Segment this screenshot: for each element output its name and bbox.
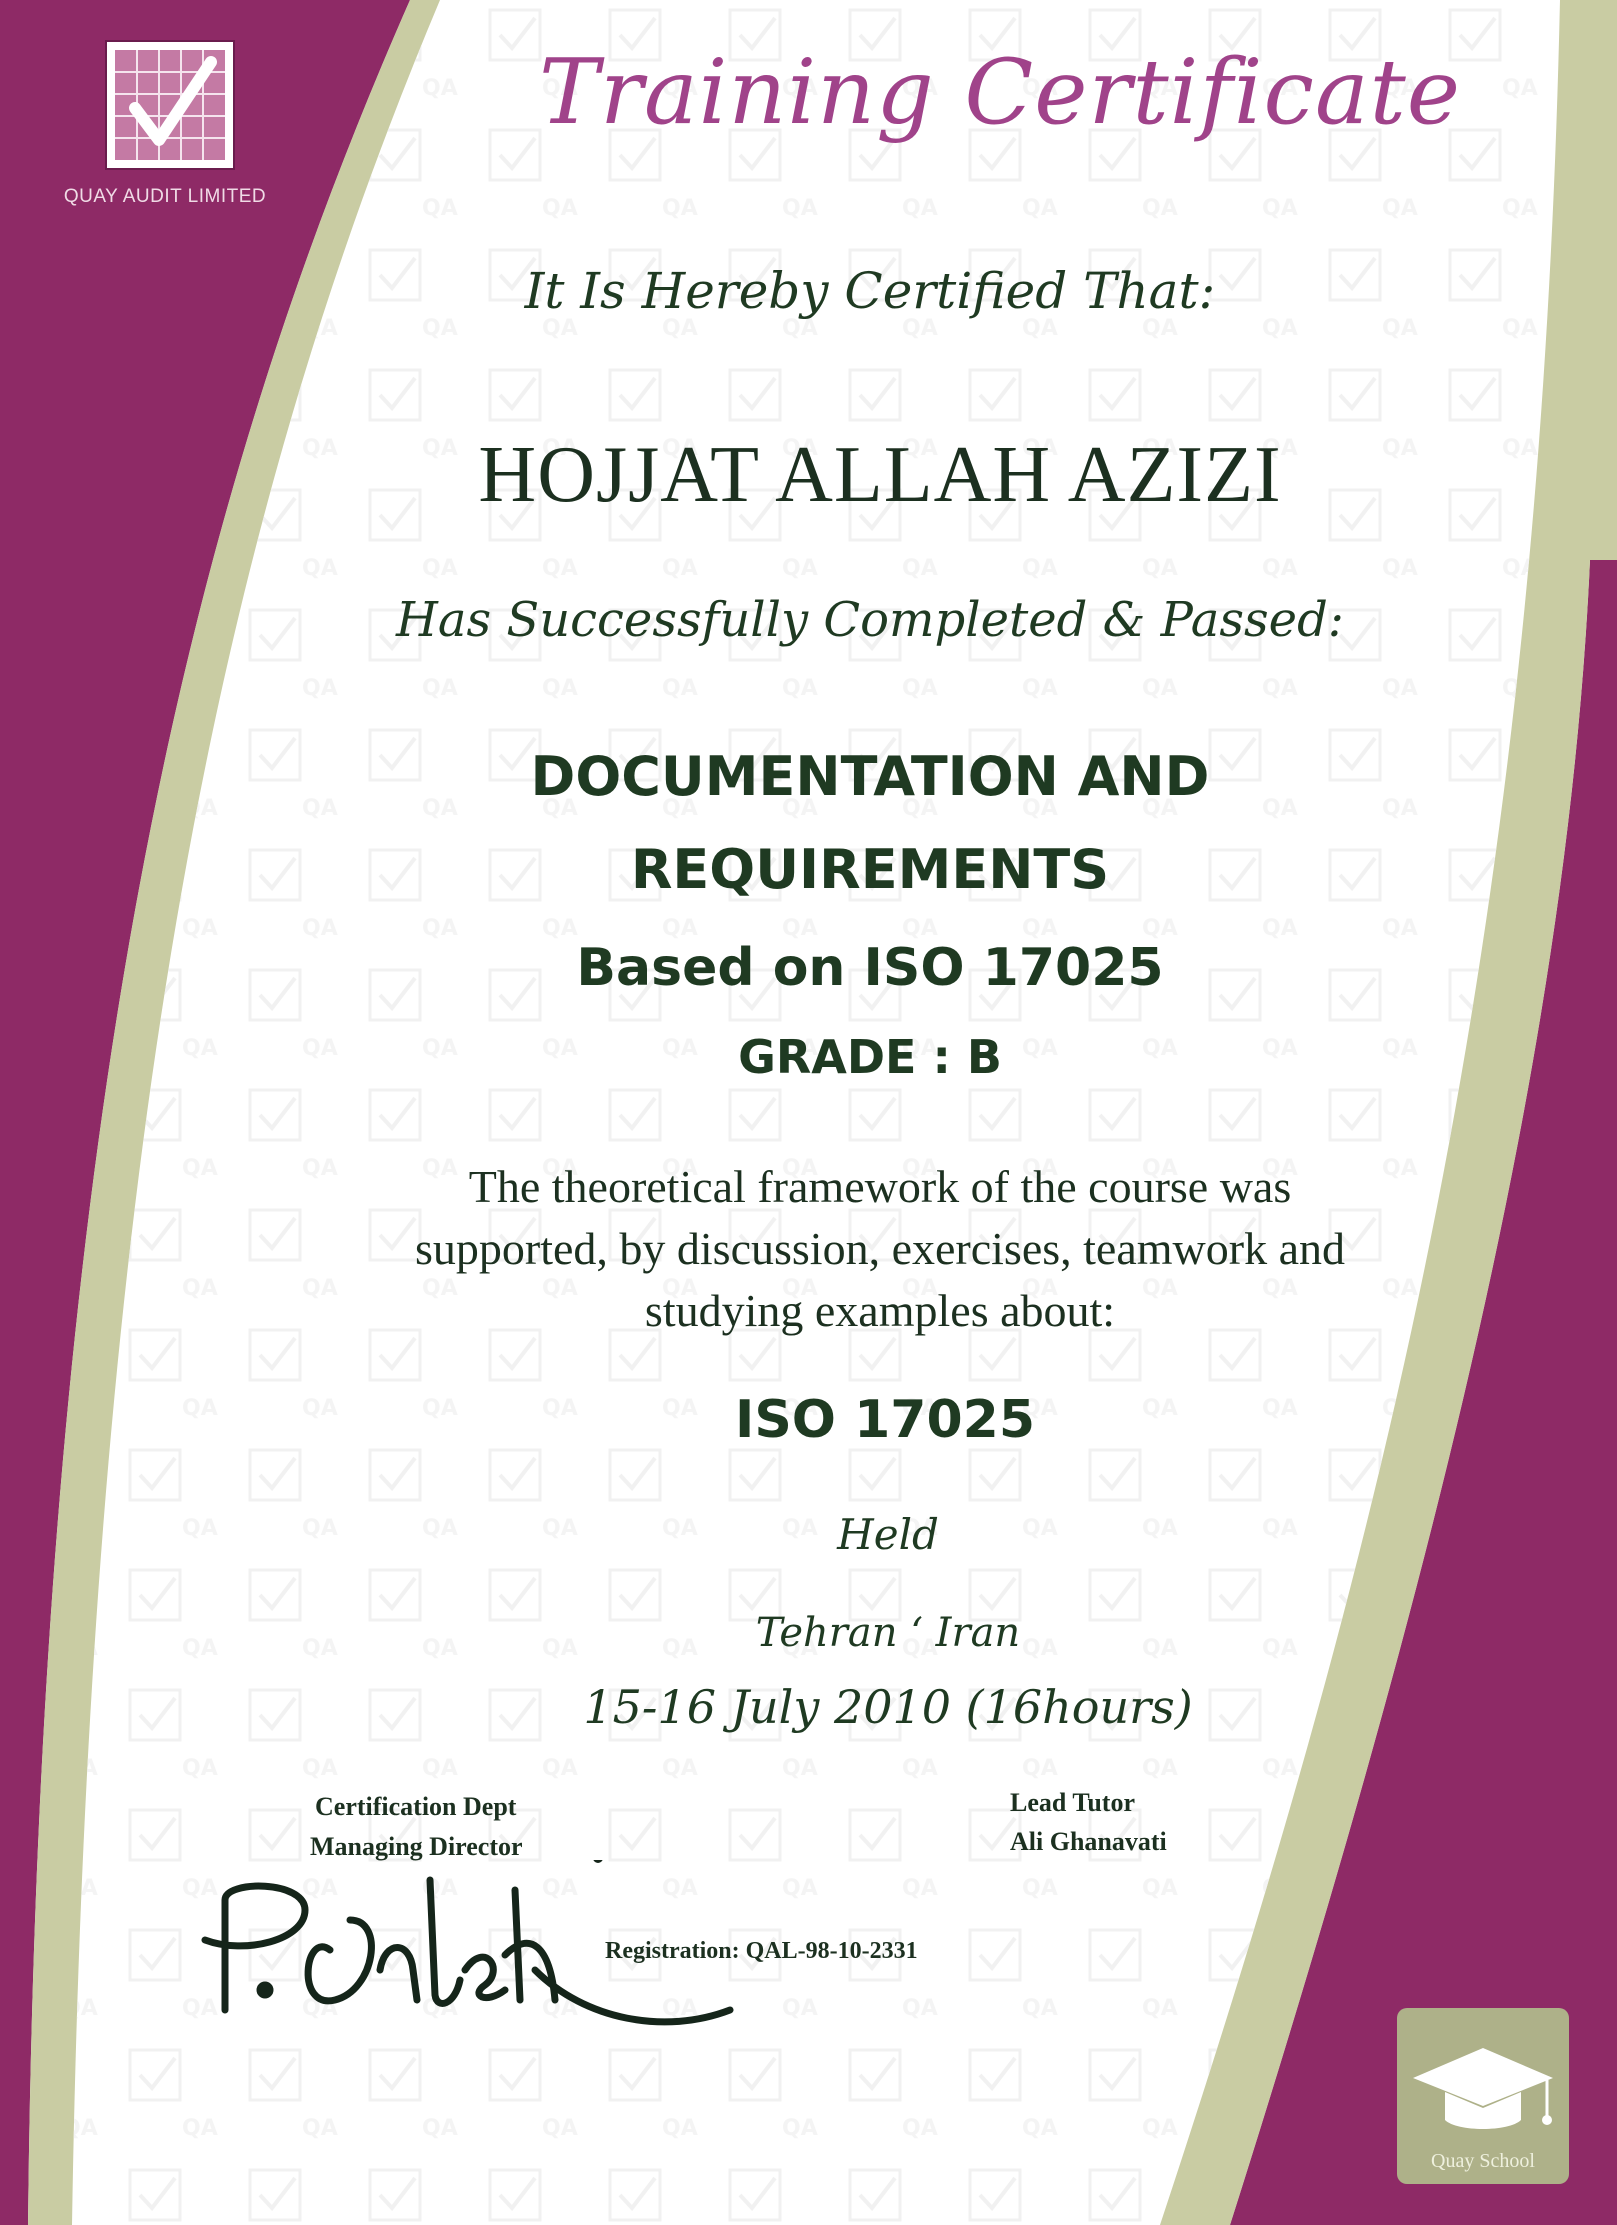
certificate-title: Training Certificate: [538, 40, 1462, 145]
held-label: Held: [837, 1510, 939, 1559]
course-title-line-3: Based on ISO 17025: [576, 938, 1164, 998]
grade: GRADE : B: [738, 1030, 1002, 1084]
course-title-line-1: DOCUMENTATION AND: [530, 745, 1210, 808]
description-line-2: supported, by discussion, exercises, teamwork and: [414, 1223, 1346, 1274]
description-line-1: The theoretical framework of the course was: [468, 1161, 1292, 1212]
school-name: Quay School: [1431, 2150, 1535, 2172]
graduation-cap-icon: [1397, 2008, 1569, 2148]
registration-number: Registration: QAL-98-10-2331: [605, 1938, 918, 1964]
completed-line: Has Successfully Completed & Passed:: [396, 592, 1344, 648]
certify-line: It Is Hereby Certified That:: [524, 262, 1216, 320]
tutor-name: Ali Ghanavati: [1010, 1827, 1167, 1856]
topic: ISO 17025: [734, 1390, 1035, 1450]
course-title-line-2: REQUIREMENTS: [630, 838, 1110, 901]
description-line-3: studying examples about:: [644, 1285, 1116, 1336]
recipient-name: HOJJAT ALLAH AZIZI: [478, 431, 1282, 519]
dept-label: Certification Dept: [315, 1792, 517, 1821]
tutor-label: Lead Tutor: [1010, 1788, 1135, 1817]
director-label: Managing Director: [310, 1832, 523, 1861]
held-location: Tehran ‘ Iran: [755, 1610, 1021, 1656]
company-logo: [105, 40, 235, 170]
held-date: 15-16 July 2010 (16hours): [583, 1680, 1193, 1734]
checkmark-grid-logo-icon: [107, 42, 233, 168]
company-name: QUAY AUDIT LIMITED: [63, 186, 267, 207]
